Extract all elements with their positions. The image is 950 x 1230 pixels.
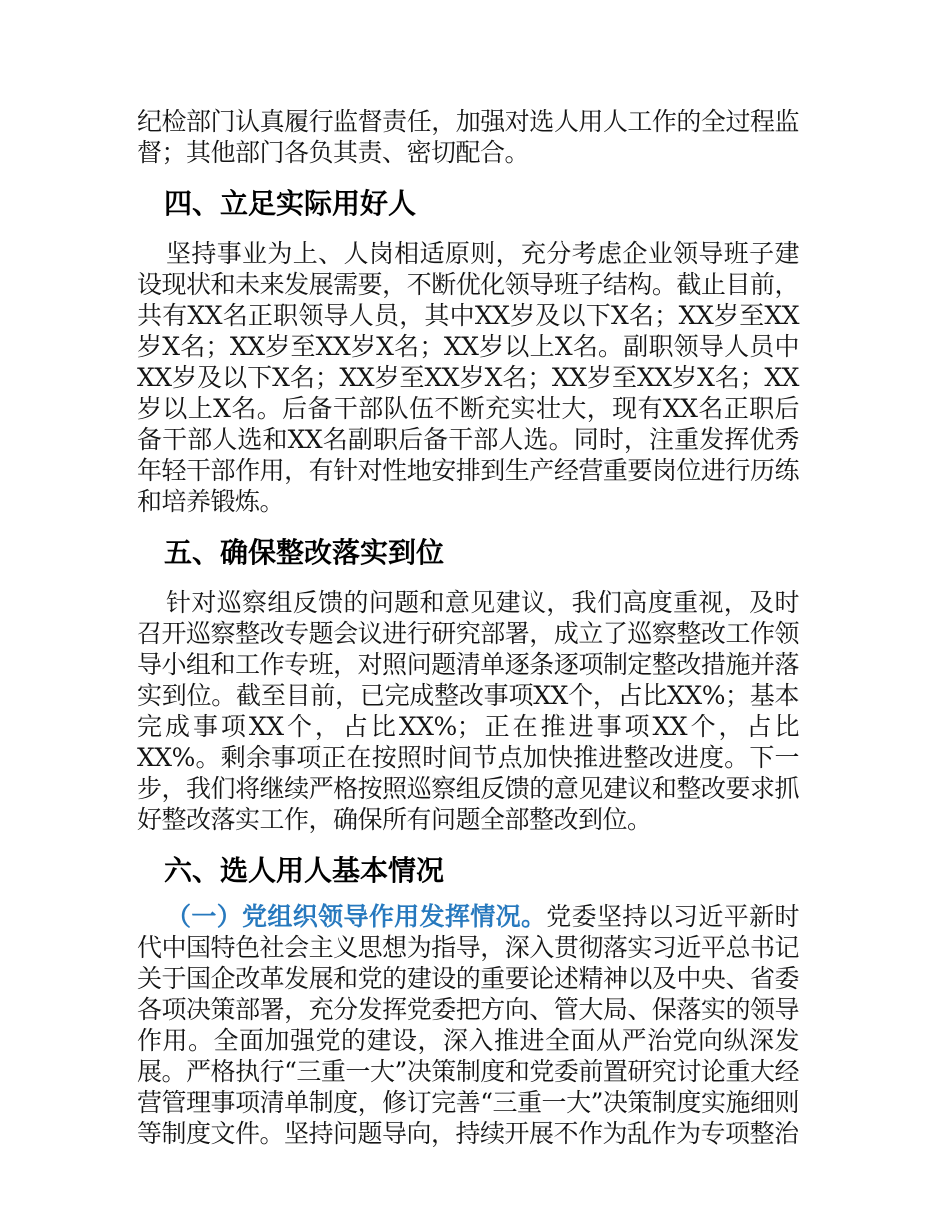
paragraph-section-four: 坚持事业为上、人岗相适原则，充分考虑企业领导班子建设现状和未来发展需要，不断优化领导班子结构。截止目前，共有XX名正职领导人员，其中XX岁及以下X名；XX岁至XX岁X名；XX岁至XX岁X名；XX岁以上X名。副职领导人员中XX岁及以下X名；XX岁至XX岁X名；XX岁至XX岁X名；XX岁以上X名。后备干部队伍不断充实壮大，现有XX名正职后备干部人选和XX名副职后备干部人选。同时，注重发挥优秀年轻干部作用，有针对性地安排到生产经营重要岗位进行历练和培养锻炼。 — [137, 239, 799, 516]
paragraph-supervision-continued: 纪检部门认真履行监督责任，加强对选人用人工作的全过程监督；其他部门各负其责、密切配合。 — [137, 107, 799, 167]
heading-section-five: 五、确保整改落实到位 — [164, 536, 445, 569]
document-content — [137, 106, 799, 1149]
heading-section-six: 六、选人用人基本情况 — [164, 854, 445, 887]
paragraph-section-six-body: 党委坚持以习近平新时代中国特色社会主义思想为指导，深入贯彻落实习近平总书记关于国企改革发展和党的建设的重要论述精神以及中央、省委各项决策部署，充分发挥党委把方向、管大局、保落实的领导作用。全面加强党的建设，深入推进全面从严治党向纵深发展。严格执行“三重一大”决策制度和党委前置研究讨论重大经营管理事项清单制度，修订完善“三重一大”决策制度实施细则等制度文件。坚持问题导向，持续开展不作为乱作为专项整治 — [137, 902, 799, 1148]
subheading-party-leadership-lead: （一）党组织领导作用发挥情况。 — [166, 902, 547, 931]
paragraph-section-five: 针对巡察组反馈的问题和意见建议，我们高度重视，及时召开巡察整改专题会议进行研究部署，成立了巡察整改工作领导小组和工作专班，对照问题清单逐条逐项制定整改措施并落实到位。截至目前，已完成整改事项XX个，占比XX%；基本完成事项XX个，占比XX%；正在推进事项XX个，占比XX%。剩余事项正在按照时间节点加快推进整改进度。下一步，我们将继续严格按照巡察组反馈的意见建议和整改要求抓好整改落实工作，确保所有问题全部整改到位。 — [137, 588, 799, 834]
paragraph-section-six — [137, 901, 799, 1149]
heading-section-four: 四、立足实际用好人 — [164, 187, 417, 220]
